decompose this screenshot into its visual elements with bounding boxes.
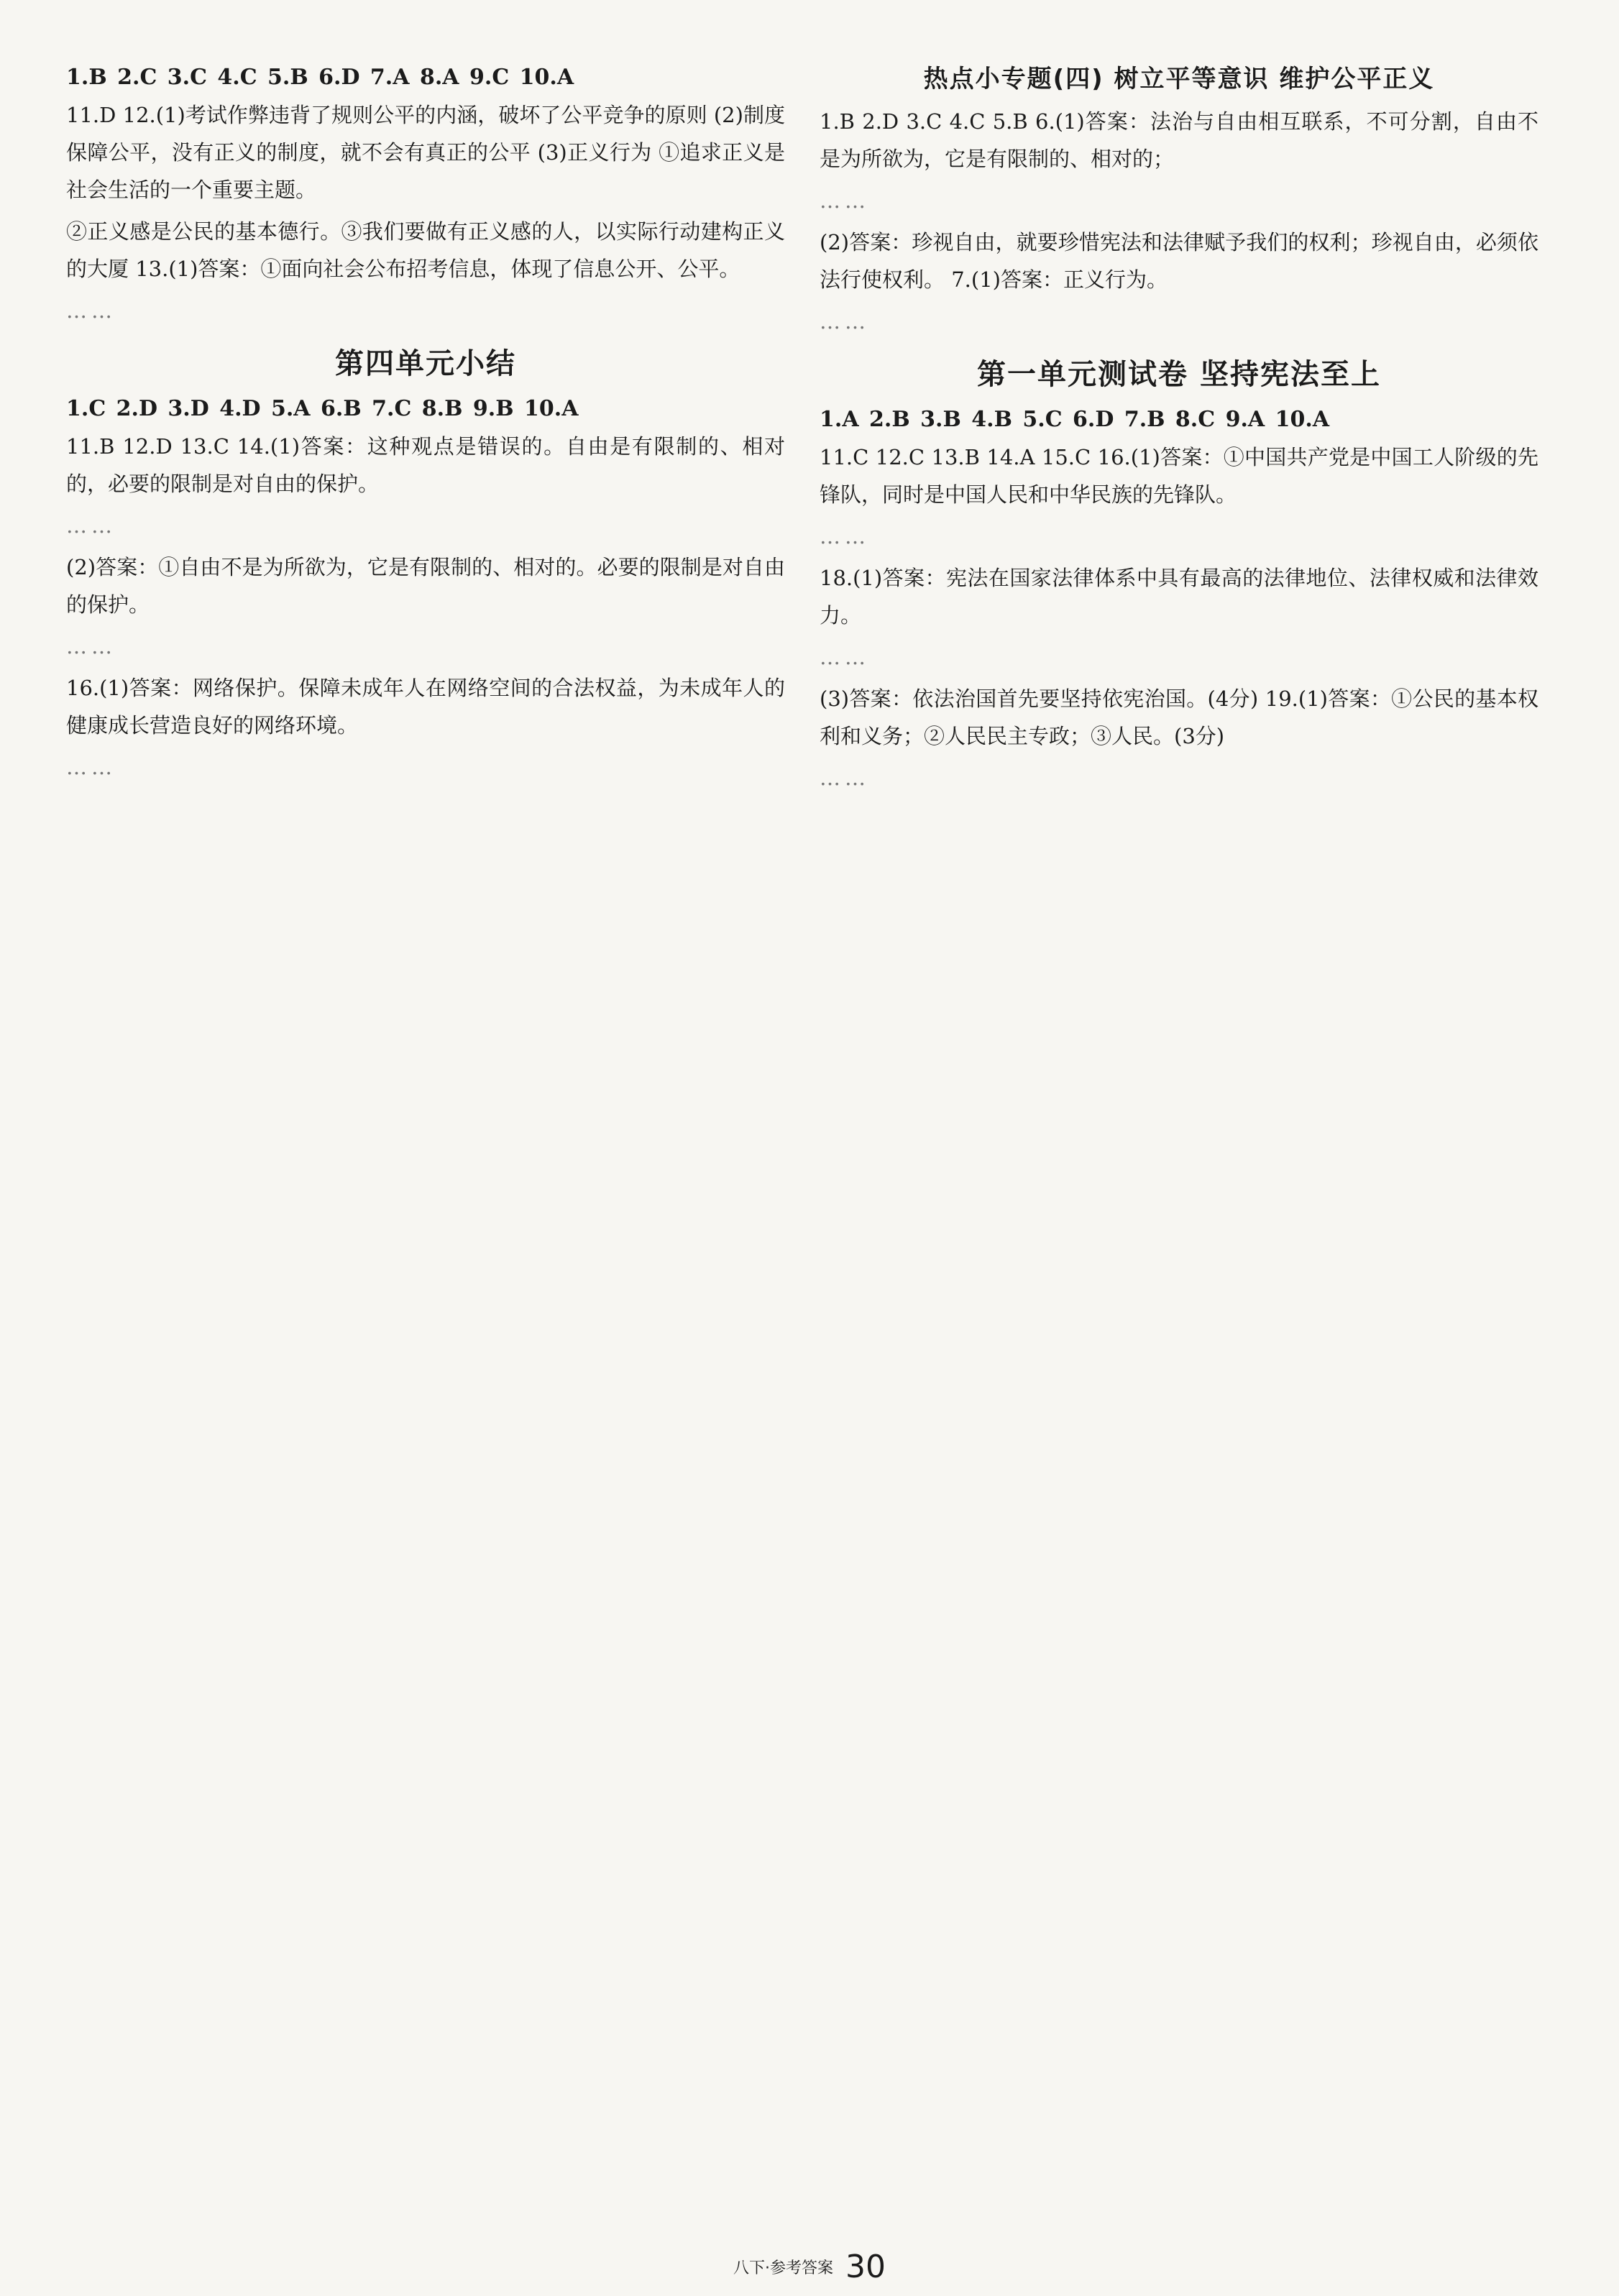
answer-paragraph: 11.B 12.D 13.C 14.(1)答案：这种观点是错误的。自由是有限制的、相对的，必要的限制是对自由的保护。: [66, 434, 785, 496]
elided-text: ……: [820, 524, 870, 548]
answer-paragraph: 11.D 12.(1)考试作弊违背了规则公平的内涵，破坏了公平竞争的原则 (2)制度保障公平，没有正义的制度，就不会有真正的公平 (3)正义行为 ①追求正义是社会生活的一个重要主题。: [66, 103, 785, 202]
footer-label: 八下·参考答案: [733, 2259, 833, 2277]
elided-text: ……: [820, 766, 870, 790]
section-title: 第一单元测试卷 坚持宪法至上: [977, 358, 1381, 391]
section-title: 第四单元小结: [335, 347, 516, 380]
answer-paragraph: 1.B 2.D 3.C 4.C 5.B 6.(1)答案：法治与自由相互联系，不可分割，自由不是为所欲为，它是有限制的、相对的；: [820, 109, 1538, 171]
left-column: [66, 59, 785, 790]
answer-paragraph: 18.(1)答案：宪法在国家法律体系中具有最高的法律地位、法律权威和法律效力。: [820, 566, 1538, 628]
right-column: [820, 59, 1538, 801]
answer-paragraph: 11.C 12.C 13.B 14.A 15.C 16.(1)答案：①中国共产党是中国工人阶级的先锋队，同时是中国人民和中华民族的先锋队。: [820, 445, 1538, 507]
page-footer: [0, 2249, 1619, 2285]
answer-paragraph: 16.(1)答案：网络保护。保障未成年人在网络空间的合法权益，为未成年人的健康成长营造良好的网络环境。: [66, 676, 785, 738]
section-title: 热点小专题(四) 树立平等意识 维护公平正义: [923, 65, 1435, 93]
elided-text: ……: [66, 634, 116, 658]
answer-row: 1.C 2.D 3.D 4.D 5.A 6.B 7.C 8.B 9.B 10.A: [66, 396, 579, 421]
answer-paragraph: (2)答案：珍视自由，就要珍惜宪法和法律赋予我们的权利；珍视自由，必须依法行使权利。 7.(1)答案：正义行为。: [820, 230, 1538, 292]
answer-row: 1.B 2.C 3.C 4.C 5.B 6.D 7.A 8.A 9.C 10.A: [66, 65, 574, 90]
elided-text: ……: [66, 755, 116, 779]
elided-text: ……: [66, 513, 116, 538]
elided-text: ……: [820, 188, 870, 213]
page-number: 30: [845, 2249, 886, 2285]
answer-paragraph: (2)答案：①自由不是为所欲为，它是有限制的、相对的。必要的限制是对自由的保护。: [66, 555, 785, 617]
answer-paragraph: ②正义感是公民的基本德行。③我们要做有正义感的人，以实际行动建构正义的大厦 13.(1)答案：①面向社会公布招考信息，体现了信息公开、公平。: [66, 219, 785, 281]
answer-row: 1.A 2.B 3.B 4.B 5.C 6.D 7.B 8.C 9.A 10.A: [820, 407, 1330, 432]
elided-text: ……: [820, 309, 870, 334]
elided-text: ……: [66, 298, 116, 323]
elided-text: ……: [820, 645, 870, 669]
answer-paragraph: (3)答案：依法治国首先要坚持依宪治国。(4分) 19.(1)答案：①公民的基本权利和义务；②人民民主专政；③人民。(3分): [820, 686, 1538, 748]
